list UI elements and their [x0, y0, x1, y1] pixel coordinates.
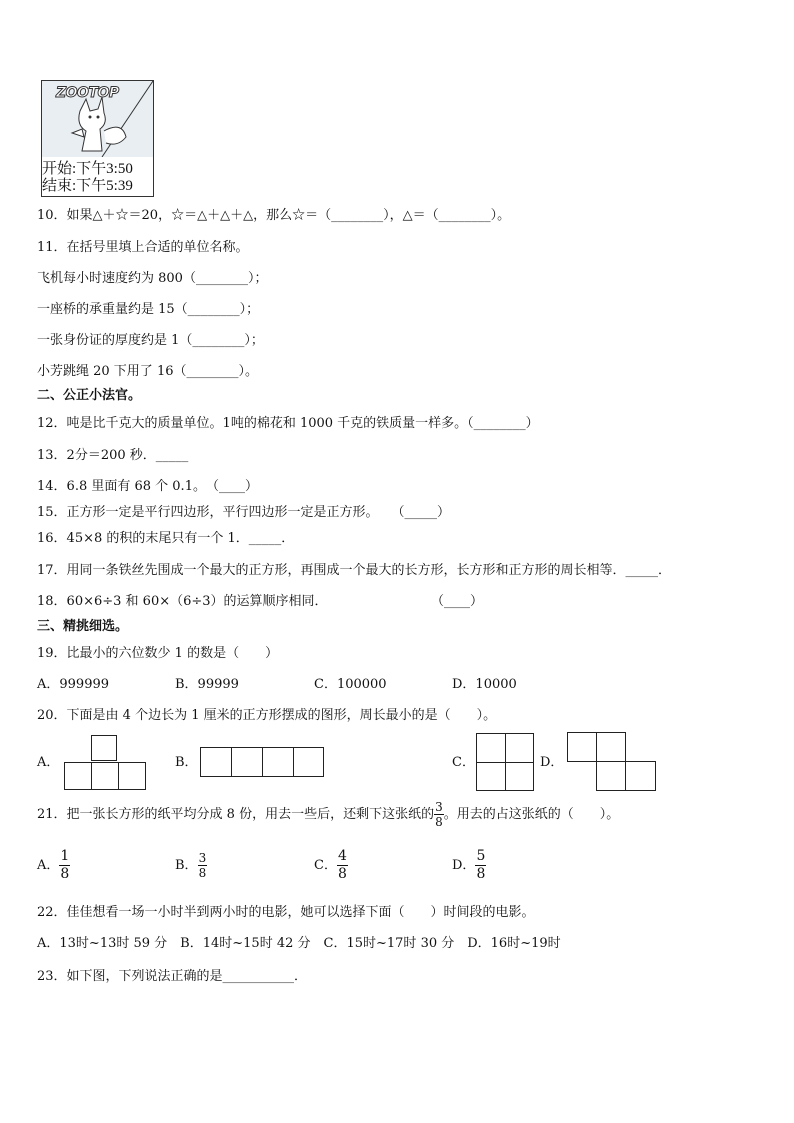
q20-label-b: B． — [175, 755, 198, 770]
q19-option-b: B．99999 — [175, 677, 239, 692]
question-20: 20．下面是由 4 个边长为 1 厘米的正方形摆成的图形，周长最小的是（ ）。 — [37, 708, 497, 723]
question-12: 12．吨是比千克大的质量单位。1吨的棉花和 1000 千克的铁质量一样多。（________） — [37, 416, 539, 431]
section-2-heading: 二、公正小法官。 — [37, 388, 142, 403]
q21-option-b: B． $\frac{3}{8}$ — [175, 851, 207, 880]
question-15: 15．正方形一定是平行四边形，平行四边形一定是正方形。 （_____） — [37, 505, 451, 520]
q21-inline-fraction — [434, 800, 444, 829]
question-11-d: 小芳跳绳 20 下用了 16（________）。 — [37, 364, 258, 379]
question-16: 16．45×8 的积的末尾只有一个 1．_____． — [37, 531, 295, 546]
q20-figure-a — [64, 735, 146, 791]
poster-image — [42, 81, 153, 157]
question-22: 22．佳佳想看一场一小时半到两小时的电影，她可以选择下面（ ）时间段的电影。 — [37, 905, 535, 920]
section-3-heading: 三、精挑细选。 — [37, 619, 129, 634]
question-18-blank: （____） — [431, 594, 484, 609]
question-21 — [37, 800, 619, 830]
q21-option-a: A． $\frac{1}{8}$ — [37, 848, 70, 882]
question-10: 10．如果△＋☆＝20，☆＝△＋△＋△，那么☆＝（________），△＝（________）。 — [37, 208, 511, 223]
q21-option-c: C． $\frac{4}{8}$ — [314, 848, 347, 882]
q21-inline-den: 8 — [435, 815, 443, 829]
q19-option-c: C．100000 — [314, 677, 387, 692]
q20-label-c: C． — [452, 755, 475, 770]
q19-option-a: A．999999 — [37, 677, 110, 692]
question-11: 11．在括号里填上合适的单位名称。 — [37, 240, 249, 255]
q19-option-d: D．10000 — [452, 677, 517, 692]
q20-figure-b — [200, 747, 324, 777]
q20-label-d: D． — [540, 755, 564, 770]
q20-label-a: A． — [37, 755, 60, 770]
question-23: 23．如下图，下列说法正确的是___________． — [37, 969, 308, 984]
question-11-a: 飞机每小时速度约为 800（________）； — [37, 271, 268, 286]
poster-end-time: 结束:下午5:39 — [42, 178, 133, 194]
q22-options: A．13时~13时 59 分 B．14时~15时 42 分 C．15时~17时 30 分 D．16时~19时 — [37, 936, 561, 951]
q20-figure-c — [476, 733, 534, 791]
q21-option-d: D． $\frac{5}{8}$ — [452, 848, 486, 882]
q21-inline-num: 3 — [435, 800, 443, 814]
q20-figure-d — [567, 732, 656, 791]
question-11-c: 一张身份证的厚度约是 1（________）； — [37, 333, 264, 348]
movie-poster — [41, 80, 154, 197]
poster-logo: ZOOTOP — [56, 85, 119, 101]
question-21-text: 21．把一张长方形的纸平均分成 8 份，用去一些后，还剩下这张纸的 — [37, 807, 435, 822]
question-21-text-end: 。用去的占这张纸的（ ）。 — [443, 807, 620, 822]
question-11-b: 一座桥的承重量约是 15（________）； — [37, 302, 260, 317]
question-14: 14．6.8 里面有 68 个 0.1。 （____） — [37, 479, 258, 494]
question-17: 17．用同一条铁丝先围成一个最大的正方形，再围成一个最大的长方形，长方形和正方形的周长相等．_____． — [37, 563, 672, 578]
question-13: 13．2分＝200 秒．_____ — [37, 448, 189, 463]
poster-start-time: 开始:下午3:50 — [42, 161, 133, 177]
question-19: 19．比最小的六位数少 1 的数是（ ） — [37, 646, 279, 661]
question-18: 18．60×6÷3 和 60×（6÷3）的运算顺序相同． — [37, 594, 328, 609]
